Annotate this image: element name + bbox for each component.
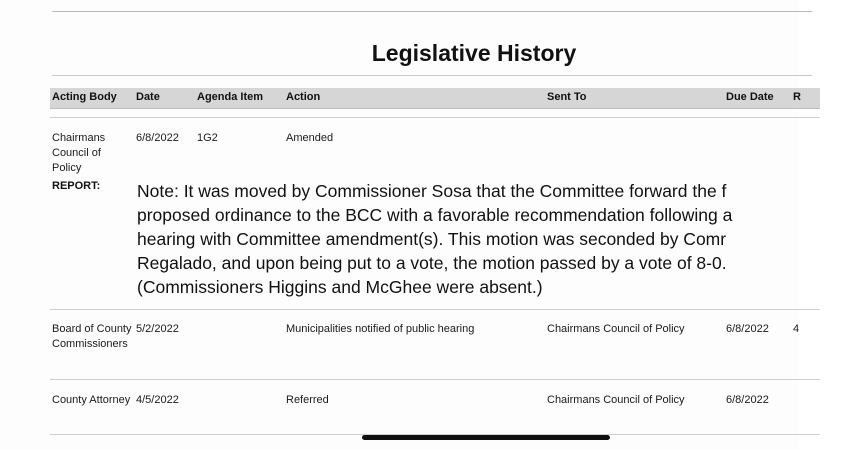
returned-cell: 4 bbox=[793, 323, 800, 335]
home-indicator[interactable] bbox=[362, 435, 610, 440]
title-divider bbox=[52, 75, 812, 76]
row-divider bbox=[50, 309, 820, 310]
action-cell: Amended bbox=[286, 132, 334, 144]
header-sent-to: Sent To bbox=[547, 91, 587, 103]
sent-to-cell: Chairmans Council of Policy bbox=[547, 323, 685, 335]
header-agenda-item: Agenda Item bbox=[197, 91, 264, 103]
header-date: Date bbox=[136, 91, 160, 103]
action-cell: Referred bbox=[286, 394, 329, 406]
date-cell: 6/8/2022 bbox=[136, 132, 179, 144]
action-cell: Municipalities notified of public hearing bbox=[286, 323, 475, 335]
agenda-item-cell: 1G2 bbox=[197, 132, 218, 144]
acting-body-cell: County Attorney bbox=[52, 394, 131, 406]
header-acting-body: Acting Body bbox=[52, 91, 117, 103]
top-divider bbox=[52, 11, 812, 12]
due-date-cell: 6/8/2022 bbox=[726, 323, 769, 335]
date-cell: 4/5/2022 bbox=[136, 394, 179, 406]
report-note: Note: It was moved by Commissioner Sosa that the Committee forward the f proposed ordinance to the BCC with a favorable recommendation following a hearing with Committee amendment(s). This motion was seconded by Comr Regalado, and upon being put to a vote, the motion passed by a vote of 8-0. (Commissioners Higgins and McGhee were absent.) bbox=[137, 181, 733, 297]
row-divider bbox=[50, 379, 820, 380]
header-due-date: Due Date bbox=[726, 91, 774, 103]
sent-to-cell: Chairmans Council of Policy bbox=[547, 394, 685, 406]
date-cell: 5/2/2022 bbox=[136, 323, 179, 335]
report-label: REPORT: bbox=[52, 180, 101, 192]
acting-body-cell: Chairmans Council of Policy bbox=[52, 132, 106, 174]
table-header bbox=[50, 88, 820, 109]
acting-body-cell: Board of County Commissioners bbox=[52, 323, 132, 350]
header-returned: R bbox=[793, 91, 801, 103]
page-title: Legislative History bbox=[371, 40, 577, 66]
due-date-cell: 6/8/2022 bbox=[726, 394, 769, 406]
row-divider bbox=[50, 117, 820, 118]
header-action: Action bbox=[286, 91, 321, 103]
